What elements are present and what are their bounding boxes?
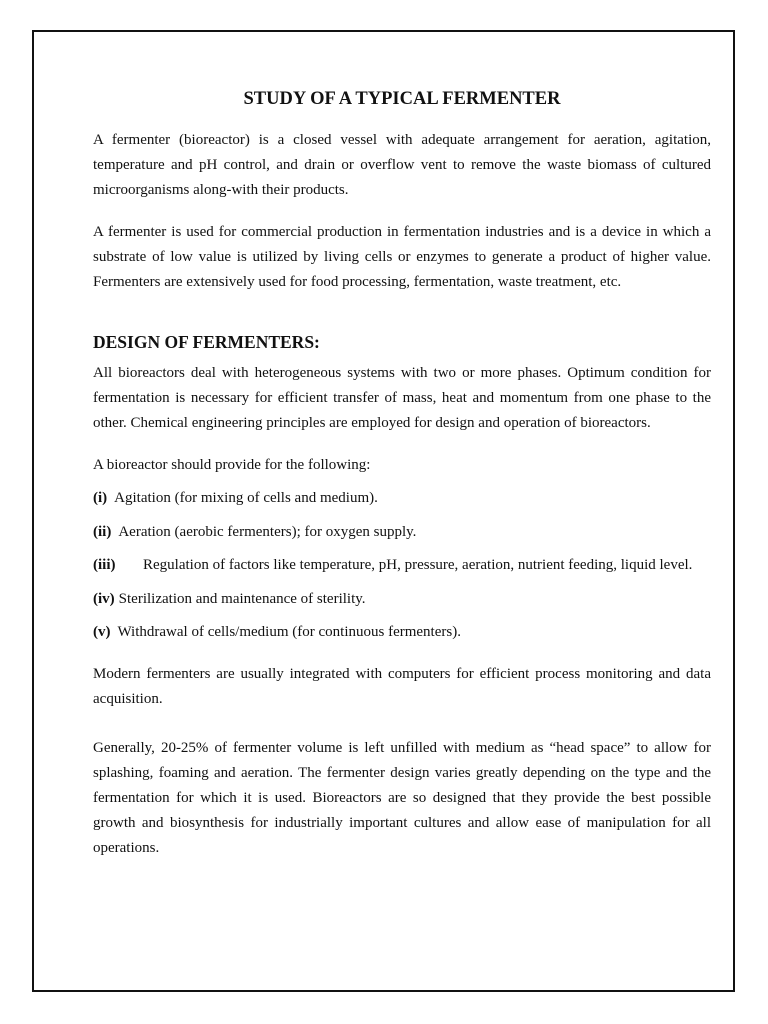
document-body [93, 86, 711, 861]
list-marker: (v) [93, 624, 111, 640]
list-intro: A bioreactor should provide for the following: [93, 457, 371, 473]
list-marker: (iv) [93, 590, 115, 607]
list-item-text: Aeration (aerobic fermenters); for oxygen supply. [118, 523, 417, 540]
list-item-text: Regulation of factors like temperature, pH, pressure, aeration, nutrient feeding, liquid level. [143, 557, 693, 573]
design-paragraph: All bioreactors deal with heterogeneous systems with two or more phases. Optimum condition for fermentation is necessary for efficient transfer of mass, heat and momentum from one phase to the other. Chemical engineering principles are employed for design and operation of bioreactors. [93, 365, 711, 431]
list-marker: (ii) [93, 523, 112, 540]
list-item [93, 520, 711, 545]
requirements-list [93, 486, 711, 645]
list-item-text: Agitation (for mixing of cells and medium). [114, 490, 378, 506]
list-item [93, 553, 711, 578]
closing-paragraph-1: Modern fermenters are usually integrated with computers for efficient process monitoring and data acquisition. [93, 666, 711, 707]
document-title: STUDY OF A TYPICAL FERMENTER [243, 89, 561, 109]
list-item [93, 587, 711, 612]
list-item-text: Sterilization and maintenance of sterility. [118, 590, 366, 607]
list-item-text: Withdrawal of cells/medium (for continuous fermenters). [117, 624, 461, 640]
intro-paragraph-2: A fermenter is used for commercial production in fermentation industries and is a device in which a substrate of low value is utilized by living cells or enzymes to generate a product of higher value. Fermenters are extensively used for food processing, fermentation, waste treatment, etc. [93, 224, 711, 290]
intro-paragraph-1: A fermenter (bioreactor) is a closed vessel with adequate arrangement for aeration, agitation, temperature and pH control, and drain or overflow vent to remove the waste biomass of cultured microorganisms along-with their products. [93, 132, 711, 198]
list-item [93, 620, 711, 645]
section-heading-design: DESIGN OF FERMENTERS: [93, 332, 320, 352]
list-item [93, 486, 711, 511]
list-marker: (iii) [93, 557, 116, 573]
list-marker: (i) [93, 490, 108, 506]
closing-paragraph-2: Generally, 20-25% of fermenter volume is left unfilled with medium as “head space” to allow for splashing, foaming and aeration. The fermenter design varies greatly depending on the type and the fermentation for which it is used. Bioreactors are so designed that they provide the best possible growth and biosynthesis for industrially important cultures and allow ease of manipulation for all operations. [93, 740, 711, 856]
